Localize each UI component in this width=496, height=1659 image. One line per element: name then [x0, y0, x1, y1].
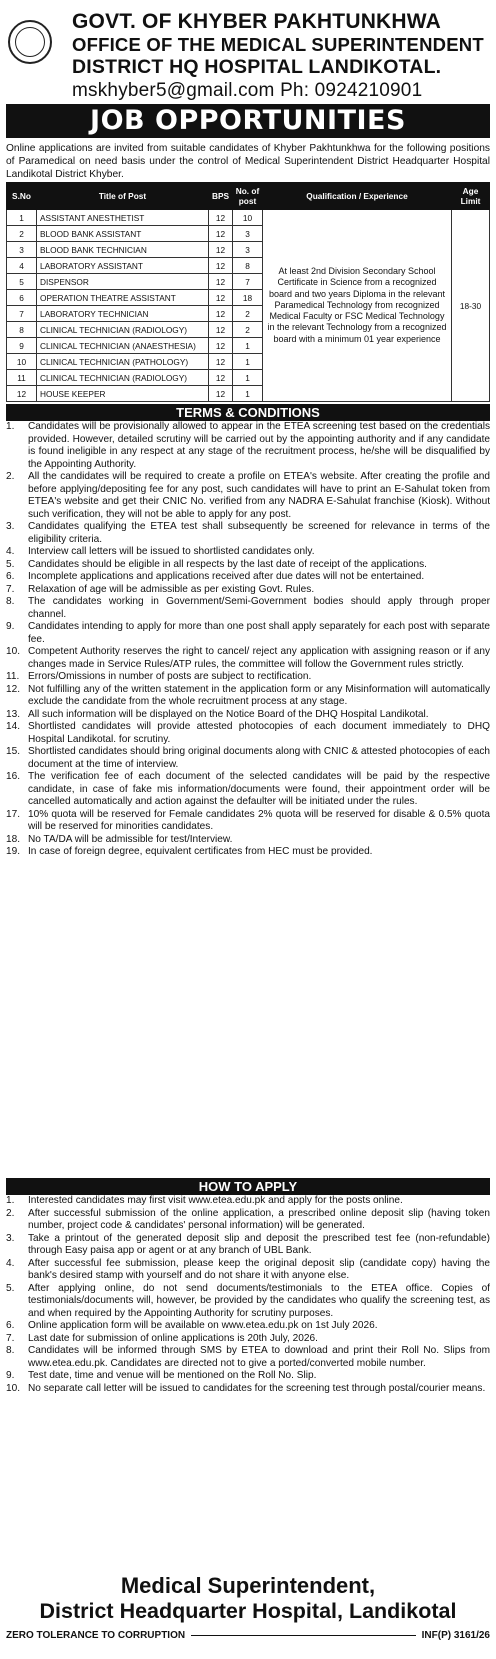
item-text: Interested candidates may first visit www.etea.edu.pk and apply for the posts online.: [28, 1195, 403, 1206]
item-number: 10.: [6, 646, 21, 657]
row-sno: 11: [7, 370, 37, 386]
terms-item: [6, 621, 490, 646]
item-text: In case of foreign degree, equivalent certificates from HEC must be provided.: [28, 846, 373, 857]
age-limit-cell: 18-30: [452, 210, 490, 402]
item-text: Candidates qualifying the ETEA test shall subsequently be screened for relevance in terms of the eligibility criteria.: [28, 521, 490, 545]
row-bps: 12: [209, 338, 233, 354]
row-bps: 12: [209, 210, 233, 226]
item-number: 2.: [6, 471, 15, 482]
item-text: Shortlisted candidates will provide attested photocopies of each document immediately to DHQ Hospital Landikotal. for scrutiny.: [28, 721, 490, 745]
item-text: All the candidates will be required to create a profile on ETEA's website. After creating the profile and before applying/depositing fee for any post, such candidates will have to print an E-Sahulat token from ETEA's website and get their CNIC No. verified from any NADRA E-Sahulat franchise (Kiosk). Without such verification, they will not be able to apply for any post.: [28, 471, 490, 520]
row-title: LABORATORY TECHNICIAN: [37, 306, 209, 322]
item-text: Interview call letters will be issued to shortlisted candidates only.: [28, 546, 315, 557]
item-number: 12.: [6, 683, 21, 695]
item-text: 10% quota will be reserved for Female candidates 2% quota will be reserved for disable & 0.5% quota will be reserved for minorities candidates.: [28, 808, 490, 832]
col-sno: S.No: [7, 183, 37, 210]
item-text: Candidates intending to apply for more than one post shall apply separately for each post with separate fee.: [28, 621, 490, 645]
item-number: 5.: [6, 558, 15, 570]
row-title: ASSISTANT ANESTHETIST: [37, 210, 209, 226]
signatory-office: District Headquarter Hospital, Landikotal: [39, 1599, 457, 1623]
item-number: 7.: [6, 583, 15, 595]
item-text: Errors/Omissions in number of posts are subject to rectification.: [28, 671, 312, 682]
bottom-bar: [6, 1630, 490, 1641]
row-sno: 1: [7, 210, 37, 226]
item-number: 16.: [6, 771, 21, 782]
item-number: 1.: [6, 1195, 15, 1206]
apply-steps-list: [6, 1195, 490, 1569]
how-to-apply-title: HOW TO APPLY: [6, 1178, 490, 1195]
header-line-contact: mskhyber5@gmail.com Ph: 0924210901: [72, 80, 423, 101]
item-text: Test date, time and venue will be mentioned on the Roll No. Slip.: [28, 1370, 317, 1381]
item-text: The verification fee of each document of the selected candidates will be paid by the respective candidate, in case of fake mis information/documents were found, their appointment order will be cancelled automatically and action against the defaulter will be initiated under the rules.: [28, 771, 490, 807]
row-bps: 12: [209, 370, 233, 386]
terms-item: [6, 684, 490, 709]
row-posts: 2: [233, 306, 263, 322]
row-title: OPERATION THEATRE ASSISTANT: [37, 290, 209, 306]
row-title: CLINICAL TECHNICIAN (ANAESTHESIA): [37, 338, 209, 354]
item-text: Not fulfilling any of the written statement in the application form or any Misinformation will automatically exclude the candidate from the whole recruitment process at any stage.: [28, 683, 490, 707]
row-posts: 10: [233, 210, 263, 226]
row-posts: 8: [233, 258, 263, 274]
item-number: 10.: [6, 1382, 21, 1394]
item-number: 8.: [6, 596, 15, 607]
item-number: 15.: [6, 746, 21, 757]
row-title: DISPENSOR: [37, 274, 209, 290]
row-posts: 1: [233, 386, 263, 402]
row-posts: 1: [233, 370, 263, 386]
terms-item: [6, 596, 490, 621]
item-number: 11.: [6, 671, 20, 682]
row-sno: 10: [7, 354, 37, 370]
inf-reference: INF(P) 3161/26: [421, 1630, 490, 1641]
terms-item: [6, 521, 490, 546]
apply-step: [6, 1320, 490, 1333]
terms-item: [6, 546, 490, 559]
row-sno: 2: [7, 226, 37, 242]
apply-step: [6, 1195, 490, 1208]
row-title: BLOOD BANK TECHNICIAN: [37, 242, 209, 258]
terms-item: [6, 571, 490, 584]
apply-step: [6, 1345, 490, 1370]
terms-item: [6, 834, 490, 847]
header-lines: [72, 10, 490, 102]
item-number: 9.: [6, 1370, 15, 1381]
row-posts: 18: [233, 290, 263, 306]
row-sno: 6: [7, 290, 37, 306]
item-number: 8.: [6, 1345, 15, 1356]
item-number: 5.: [6, 1282, 15, 1294]
item-text: Candidates will be informed through SMS by ETEA to download and print their Roll No. Slips from www.etea.edu.pk. Candidates are directed not to give a ported/converted mobile number.: [28, 1345, 490, 1369]
row-sno: 8: [7, 322, 37, 338]
row-posts: 3: [233, 242, 263, 258]
seal-inner-ring: [15, 27, 45, 57]
item-text: Competent Authority reserves the right to cancel/ reject any application with assigning reason or if any changes made in Service Rules/ATP rules, the committee will follow the Government rules strictly.: [28, 646, 490, 670]
table-row: [7, 210, 490, 226]
item-text: Last date for submission of online applications is 20th July, 2026.: [28, 1332, 318, 1344]
row-title: CLINICAL TECHNICIAN (PATHOLOGY): [37, 354, 209, 370]
posts-table-body: [7, 210, 490, 402]
row-posts: 7: [233, 274, 263, 290]
terms-item: [6, 421, 490, 471]
row-title: CLINICAL TECHNICIAN (RADIOLOGY): [37, 370, 209, 386]
terms-item: [6, 671, 490, 684]
item-number: 17.: [6, 808, 21, 820]
row-bps: 12: [209, 226, 233, 242]
row-bps: 12: [209, 306, 233, 322]
item-number: 4.: [6, 1257, 15, 1269]
item-text: Candidates will be provisionally allowed to appear in the ETEA screening test based on the credentials provided. However, detailed scrutiny will be carried out by the appointing authority and if any candidate is found ineligible in any respect at any stage of the recruitment process, he/she will be disqualified by the Appointing Authority.: [28, 421, 490, 470]
terms-item: [6, 559, 490, 572]
terms-item: [6, 646, 490, 671]
row-bps: 12: [209, 386, 233, 402]
item-text: No separate call letter will be issued to candidates for the screening test through postal/courier means.: [28, 1382, 486, 1394]
qualification-cell: At least 2nd Division Secondary School Certificate in Science from a recognized board and two years Diploma in the relevant Paramedical Technology from recognized Medical Faculty or FSC Medical Technology in the relevant Technology from a recognized board with a minimum 01 year experience: [263, 210, 452, 402]
item-number: 18.: [6, 833, 21, 845]
row-sno: 9: [7, 338, 37, 354]
col-title: Title of Post: [37, 183, 209, 210]
row-title: HOUSE KEEPER: [37, 386, 209, 402]
item-text: Take a printout of the generated deposit slip and deposit the prescribed test fee (non-refundable) through Easy paisa app or agent or at any branch of UBL Bank.: [28, 1232, 490, 1256]
row-posts: 3: [233, 226, 263, 242]
row-bps: 12: [209, 242, 233, 258]
signature-block: [6, 1573, 490, 1624]
item-number: 3.: [6, 521, 15, 532]
terms-item: [6, 721, 490, 746]
apply-step: [6, 1370, 490, 1383]
table-header-row: [7, 183, 490, 210]
posts-table: [6, 182, 490, 402]
item-text: After applying online, do not send documents/testimonials to the ETEA office. Copies of testimonials/documents will, however, be provided by the candidates who qualify the screening test, as and when required by the Appointing Authority for scrutiny purposes.: [28, 1282, 490, 1319]
apply-step: [6, 1258, 490, 1283]
apply-step: [6, 1283, 490, 1321]
item-text: No TA/DA will be admissible for test/Interview.: [28, 833, 233, 845]
terms-title: TERMS & CONDITIONS: [6, 404, 490, 421]
item-number: 14.: [6, 721, 21, 732]
item-number: 6.: [6, 1320, 15, 1331]
row-sno: 5: [7, 274, 37, 290]
item-number: 4.: [6, 546, 15, 557]
terms-item: [6, 771, 490, 809]
item-text: The candidates working in Government/Semi-Government bodies should apply through proper channel.: [28, 596, 490, 620]
item-text: Incomplete applications and applications received after due dates will not be entertained.: [28, 571, 425, 582]
header-line-office: OFFICE OF THE MEDICAL SUPERINTENDENT: [72, 34, 484, 55]
row-bps: 12: [209, 274, 233, 290]
terms-item: [6, 846, 490, 859]
item-text: All such information will be displayed on the Notice Board of the DHQ Hospital Landikotal.: [28, 708, 429, 720]
terms-item: [6, 709, 490, 722]
item-number: 13.: [6, 708, 21, 720]
row-title: CLINICAL TECHNICIAN (RADIOLOGY): [37, 322, 209, 338]
apply-step: [6, 1333, 490, 1346]
row-bps: 12: [209, 290, 233, 306]
apply-step: [6, 1208, 490, 1233]
terms-item: [6, 471, 490, 521]
terms-list: [6, 421, 490, 1176]
row-posts: 1: [233, 338, 263, 354]
item-number: 2.: [6, 1207, 15, 1219]
col-qualification: Qualification / Experience: [263, 183, 452, 210]
terms-item: [6, 584, 490, 597]
item-text: After successful fee submission, please keep the original deposit slip (candidate copy) having the bank's desired stamp with yourself and do not share it with anyone else.: [28, 1257, 490, 1281]
item-number: 6.: [6, 571, 15, 582]
item-number: 9.: [6, 621, 15, 632]
row-title: LABORATORY ASSISTANT: [37, 258, 209, 274]
col-posts: No. of post: [233, 183, 263, 210]
header-line-government: GOVT. OF KHYBER PAKHTUNKHWA: [72, 10, 442, 33]
intro-paragraph: Online applications are invited from suitable candidates of Khyber Pakhtunkhwa for the following positions of Paramedical on need basis under the control of Medical Superintendent District Headquarter Hospital Landikotal District Khyber.: [6, 143, 490, 180]
terms-item: [6, 746, 490, 771]
row-sno: 12: [7, 386, 37, 402]
row-bps: 12: [209, 258, 233, 274]
row-posts: 1: [233, 354, 263, 370]
col-age: Age Limit: [452, 183, 490, 210]
advertisement-header: [6, 4, 490, 104]
zero-tolerance-slogan: ZERO TOLERANCE TO CORRUPTION: [6, 1630, 186, 1641]
row-posts: 2: [233, 322, 263, 338]
item-text: Relaxation of age will be admissible as per existing Govt. Rules.: [28, 583, 315, 595]
job-opportunities-banner: JOB OPPORTUNITIES: [6, 104, 490, 138]
item-number: 1.: [6, 421, 15, 432]
item-text: After successful submission of the online application, a prescribed online deposit slip (having token number, project code & candidates' personal information) will be generated.: [28, 1207, 490, 1231]
signatory-title: Medical Superintendent,: [120, 1573, 376, 1598]
item-text: Online application form will be available on www.etea.edu.pk on 1st July 2026.: [28, 1320, 378, 1331]
government-seal-logo: [8, 20, 52, 64]
item-number: 19.: [6, 846, 21, 857]
col-bps: BPS: [209, 183, 233, 210]
item-number: 3.: [6, 1232, 15, 1244]
row-sno: 3: [7, 242, 37, 258]
divider-line: [191, 1635, 416, 1637]
header-line-hospital: DISTRICT HQ HOSPITAL LANDIKOTAL.: [72, 56, 442, 78]
row-bps: 12: [209, 322, 233, 338]
row-sno: 7: [7, 306, 37, 322]
row-sno: 4: [7, 258, 37, 274]
row-bps: 12: [209, 354, 233, 370]
item-text: Candidates should be eligible in all respects by the last date of receipt of the applications.: [28, 558, 427, 570]
row-title: BLOOD BANK ASSISTANT: [37, 226, 209, 242]
apply-step: [6, 1383, 490, 1396]
item-number: 7.: [6, 1332, 15, 1344]
apply-step: [6, 1233, 490, 1258]
item-text: Shortlisted candidates should bring original documents along with CNIC & attested photocopies of each document at the time of interview.: [28, 746, 490, 770]
terms-item: [6, 809, 490, 834]
